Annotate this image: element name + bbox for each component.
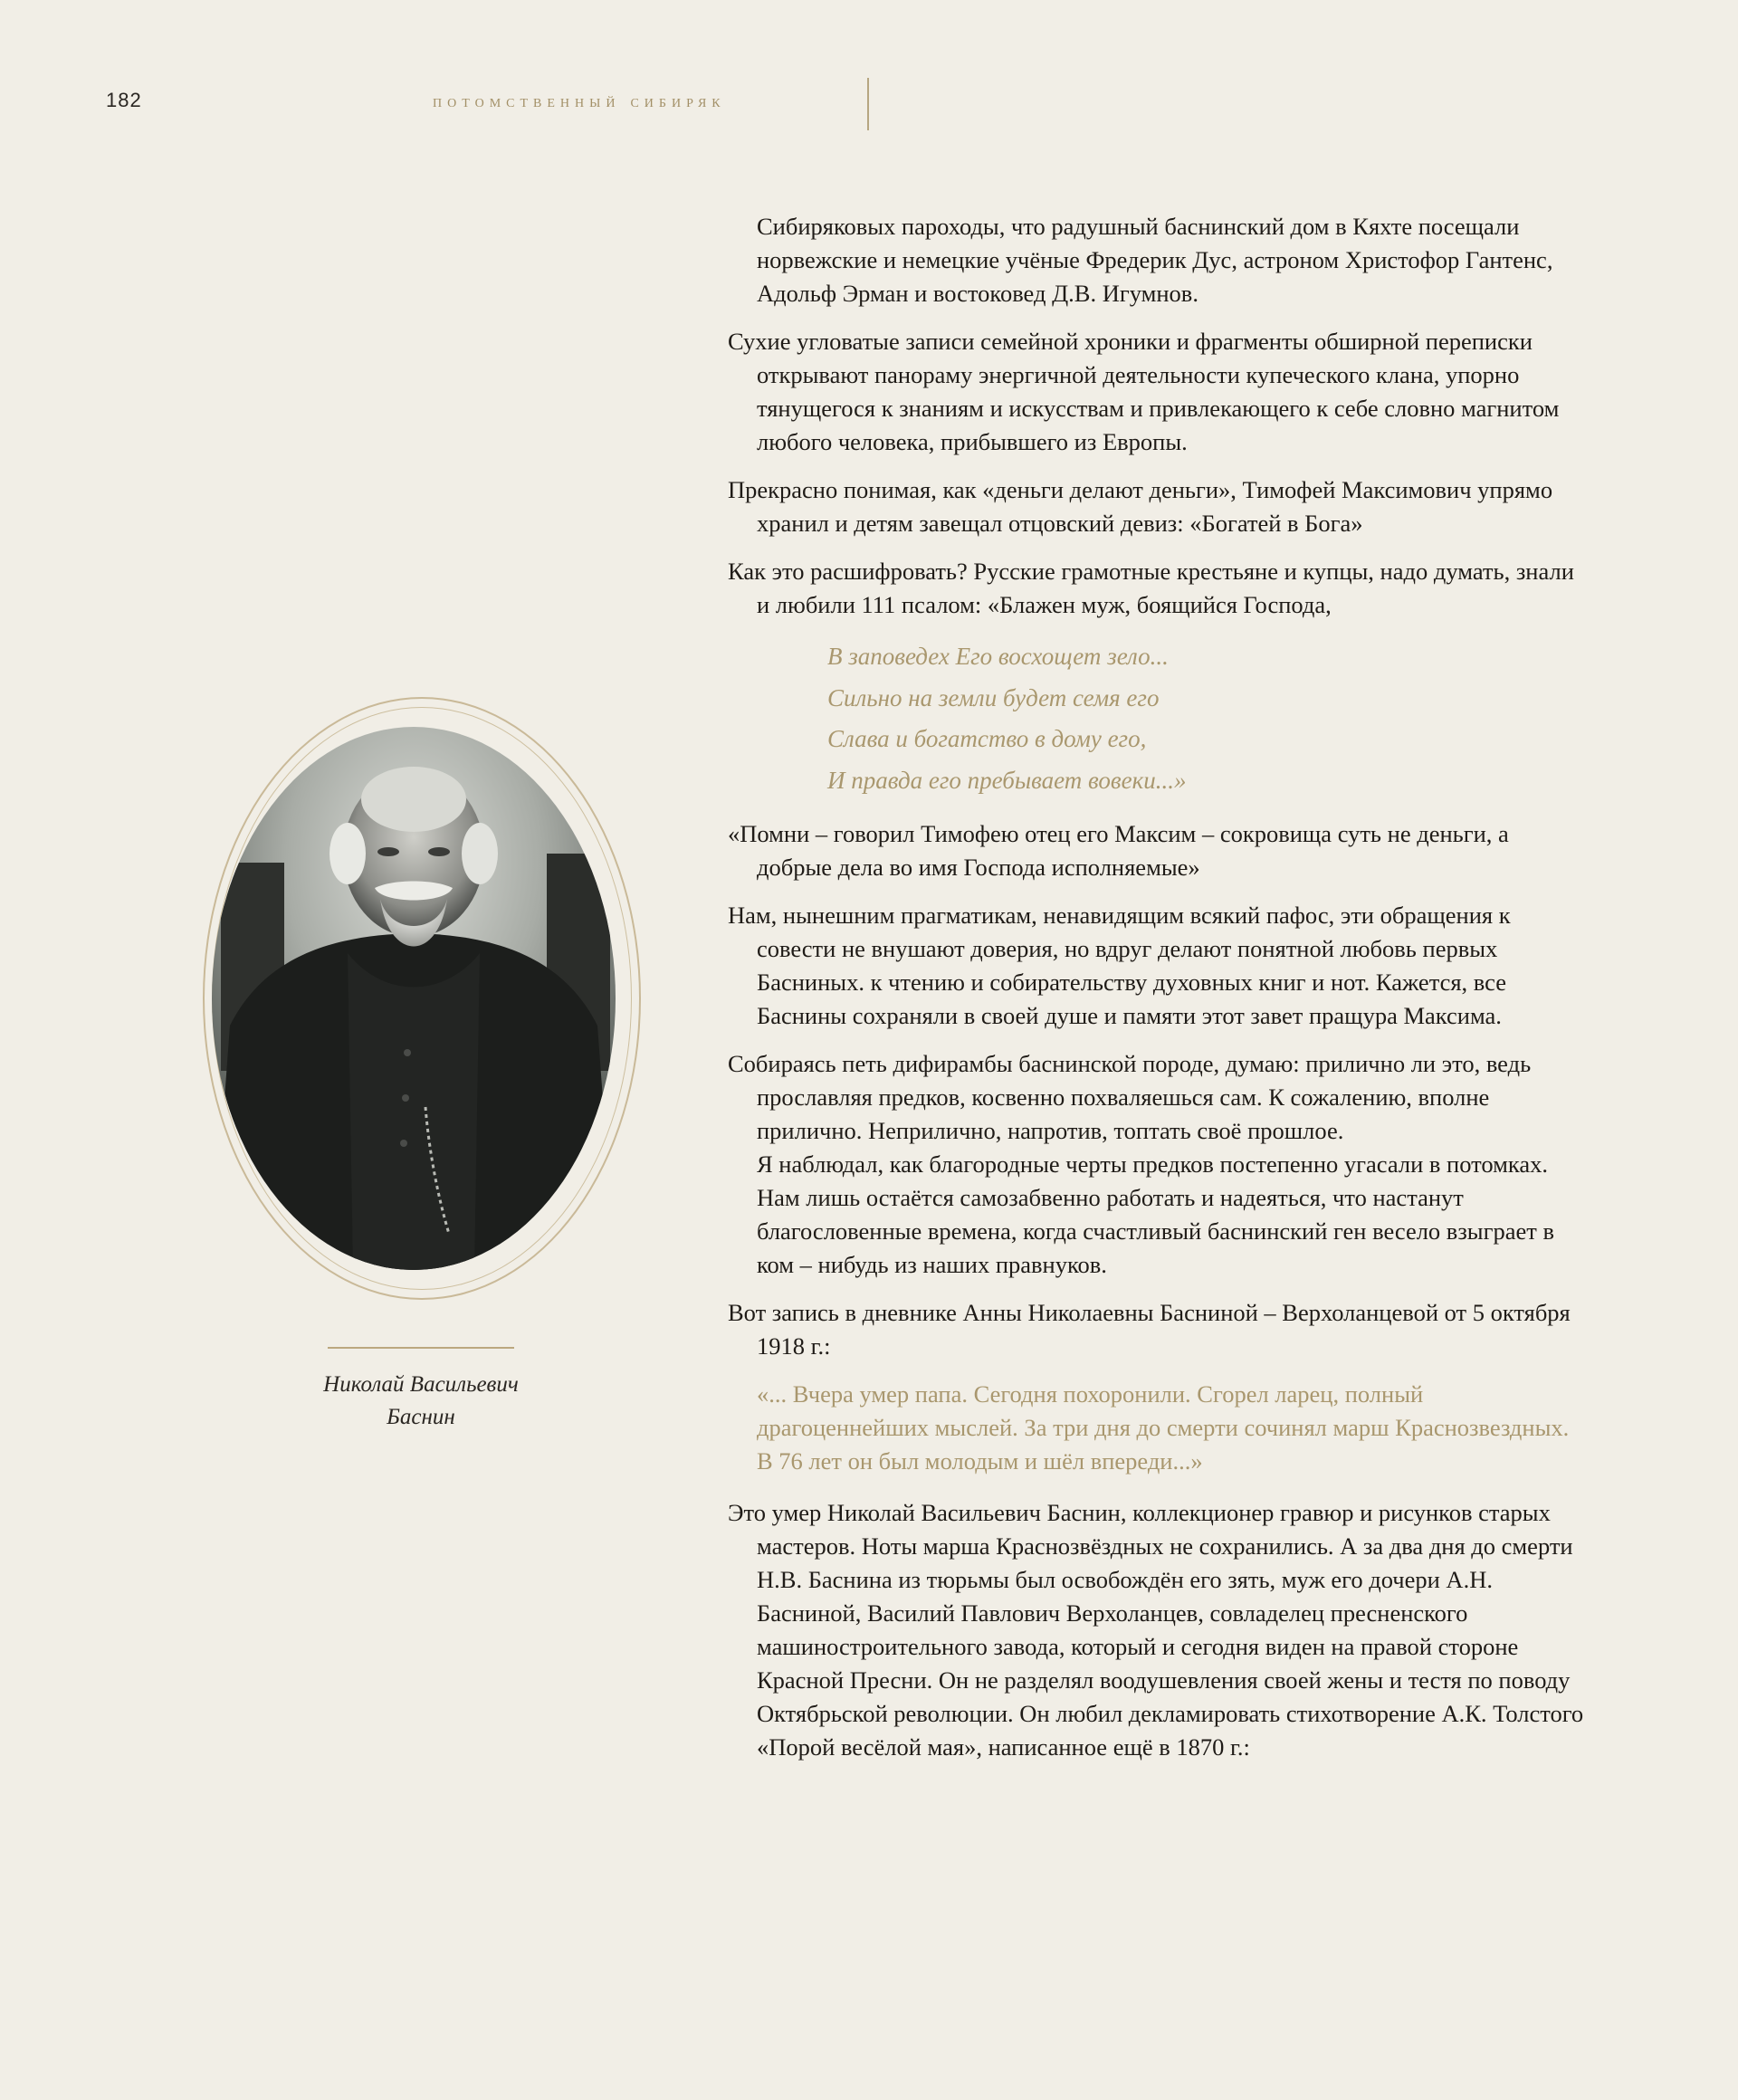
paragraph-5: «Помни – говорил Тимофею отец его Максим – сокровища суть не деньги, а добрые дела во имя Господа исполняемые»	[728, 820, 1509, 881]
paragraph-4: Как это расшифровать? Русские грамотные крестьяне и купцы, надо думать, знали и любили 111 псалом: «Блажен муж, боящийся Господа,	[728, 558, 1574, 618]
header-divider	[867, 78, 869, 130]
paragraph-6: Нам, нынешним прагматикам, ненавидящим всякий пафос, эти обращения к совести не внушают доверия, но вдруг делают понятной любовь первых Басниных. к чтению и собирательству духовных книг и нот. Кажется, все Баснины сохраняли в своей душе и памяти этот завет пращура Максима.	[728, 902, 1511, 1029]
paragraph-3: Прекрасно понимая, как «деньги делают деньги», Тимофей Максимович упрямо хранил и детям завещал отцовский девиз: «Богатей в Бога»	[728, 476, 1553, 537]
page-number: 182	[106, 89, 142, 111]
psalm-verse	[827, 636, 1588, 801]
caption-line-1: Николай Васильевич	[323, 1372, 519, 1397]
main-text	[728, 210, 1588, 1779]
verse-line: Слава и богатство в дому его,	[827, 725, 1147, 752]
paragraph-9: Это умер Николай Васильевич Баснин, коллекционер гравюр и рисунков старых мастеров. Ноты марша Краснозвёздных не сохранились. А за два дня до смерти Н.В. Баснина из тюрьмы был освобождён его зять, муж его дочери А.Н. Басниной, Василий Павлович Верхоланцев, совладелец пресненского машиностроительного завода, который и сегодня виден на правой стороне Красной Пресни. Он не разделял воодушевления своей жены и тестя по поводу Октябрьской революции. Он любил декламировать стихотворение А.К. Толстого «Порой весёлой мая», написанное ещё в 1870 г.:	[728, 1499, 1584, 1761]
paragraph-7b: Я наблюдал, как благородные черты предков постепенно угасали в потомках. Нам лишь остаётся самозабвенно работать и надеяться, что настанут благословенные времена, когда счастливый баснинский ген весело взыграет в ком – нибудь из наших правнуков.	[757, 1150, 1554, 1278]
paragraph-2: Сухие угловатые записи семейной хроники и фрагменты обширной переписки открывают панораму энергичной деятельности купеческого клана, упорно тянущегося к знаниям и искусствам и привлекающего к себе словно магнитом любого человека, прибывшего из Европы.	[728, 328, 1560, 455]
verse-line: В заповедех Его восхощет зело...	[827, 643, 1169, 670]
paragraph-8: Вот запись в дневнике Анны Николаевны Басниной – Верхоланцевой от 5 октября 1918 г.:	[728, 1299, 1571, 1360]
caption-line-2: Баснин	[387, 1405, 455, 1429]
paragraph-7a: Собираясь петь дифирамбы баснинской породе, думаю: прилично ли это, ведь прославляя предков, косвенно похваляешься сам. К сожалению, вполне прилично. Неприлично, напротив, топтать своё прошлое.	[728, 1050, 1532, 1144]
caption-divider	[328, 1347, 514, 1349]
paragraph-1: Сибиряковых пароходы, что радушный баснинский дом в Кяхте посещали норвежские и немецкие учёные Фредерик Дус, астроном Христофор Гантенс, Адольф Эрман и востоковед Д.В. Игумнов.	[757, 213, 1553, 307]
diary-quote: «... Вчера умер папа. Сегодня похоронили. Сгорел ларец, полный драгоценнейших мыслей. За три дня до смерти сочинял марш Краснозвездных. В 76 лет он был молодым и шёл впереди...»	[757, 1380, 1570, 1475]
verse-line: И правда его пребывает вовеки...»	[827, 766, 1187, 794]
portrait-caption	[272, 1369, 570, 1434]
portrait-photo	[212, 727, 616, 1270]
running-title: потомственный сибиряк	[433, 91, 726, 111]
verse-line: Сильно на земли будет семя его	[827, 683, 1160, 711]
